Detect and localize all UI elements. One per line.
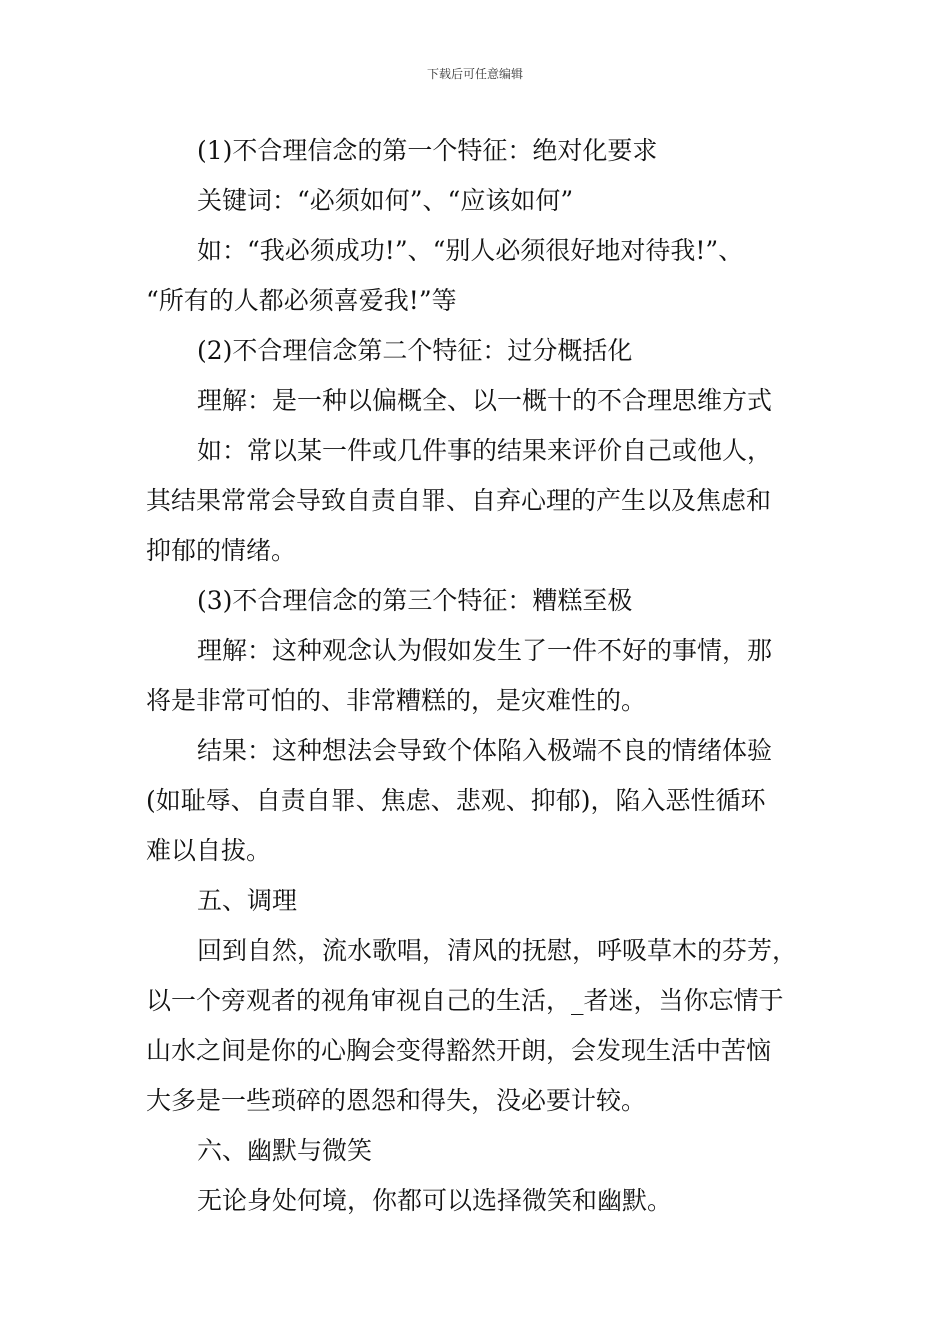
text-line: 将是非常可怕的、非常糟糕的，是灾难性的。 xyxy=(146,686,647,715)
text-line: “所有的人都必须喜爱我!”等 xyxy=(146,286,457,315)
text-line: 其结果常常会导致自责自罪、自弃心理的产生以及焦虑和 xyxy=(146,486,772,515)
text-line: 以一个旁观者的视角审视自己的生活，_者迷，当你忘情于 xyxy=(146,986,784,1015)
text-line: 难以自拔。 xyxy=(146,836,272,865)
page-header-note: 下载后可任意编辑 xyxy=(426,67,523,81)
text-line: 回到自然，流水歌唱，清风的抚慰，呼吸草木的芬芳， xyxy=(197,936,798,965)
text-line: 理解：这种观念认为假如发生了一件不好的事情，那 xyxy=(197,636,773,665)
text-line: 结果：这种想法会导致个体陷入极端不良的情绪体验 xyxy=(197,736,773,765)
document-body xyxy=(146,126,818,1226)
section-heading: 五、调理 xyxy=(197,886,298,915)
text-line: 关键词：“必须如何”、“应该如何” xyxy=(197,186,574,215)
text-line: 如：常以某一件或几件事的结果来评价自己或他人， xyxy=(197,436,773,465)
section-heading: 六、幽默与微笑 xyxy=(197,1136,373,1165)
text-line: 山水之间是你的心胸会变得豁然开朗，会发现生活中苦恼 xyxy=(146,1036,772,1065)
text-line: 如：“我必须成功!”、“别人必须很好地对待我!”、 xyxy=(197,236,744,265)
text-line: (2)不合理信念第二个特征：过分概括化 xyxy=(197,336,633,365)
text-line: 理解：是一种以偏概全、以一概十的不合理思维方式 xyxy=(197,386,773,415)
text-line: 抑郁的情绪。 xyxy=(146,536,297,565)
text-line: (3)不合理信念的第三个特征：糟糕至极 xyxy=(197,586,633,615)
text-line: (1)不合理信念的第一个特征：绝对化要求 xyxy=(197,136,658,165)
text-line: 大多是一些琐碎的恩怨和得失，没必要计较。 xyxy=(146,1086,647,1115)
text-line: 无论身处何境，你都可以选择微笑和幽默。 xyxy=(197,1186,673,1215)
text-line: (如耻辱、自责自罪、焦虑、悲观、抑郁)，陷入恶性循环 xyxy=(146,786,766,815)
